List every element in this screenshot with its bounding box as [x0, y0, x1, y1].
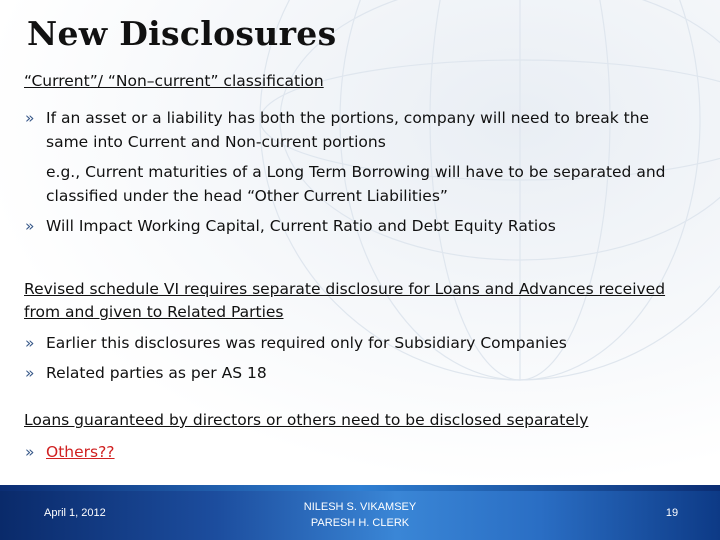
page-number: 19 — [665, 507, 679, 519]
author-name: PARESH H. CLERK — [310, 517, 410, 529]
page-title: New Disclosures — [27, 14, 337, 53]
section-2-heading: Revised schedule VI requires separate disclosure for Loans and Advances received from and given to Related Parties — [24, 280, 666, 321]
list-item — [25, 361, 685, 385]
list-item-text: If an asset or a liability has both the portions, company will need to break the same into Current and Non-current portions — [46, 109, 650, 151]
bullet-mark: » — [25, 443, 35, 461]
footer-authors — [260, 499, 460, 531]
footer-bar — [0, 485, 720, 540]
list-item — [25, 214, 685, 238]
list-item — [25, 331, 685, 355]
example-text: e.g., Current maturities of a Long Term Borrowing will have to be separated and classified under the head “Other Current Liabilities” — [46, 163, 666, 205]
footer-date: April 1, 2012 — [44, 507, 106, 519]
bullet-mark: » — [25, 364, 35, 382]
section-1-heading: “Current”/ “Non–current” classification — [24, 72, 324, 90]
list-item — [25, 106, 685, 154]
list-item-text: Will Impact Working Capital, Current Ratio and Debt Equity Ratios — [46, 217, 556, 235]
footer-divider — [0, 485, 720, 491]
list-item — [25, 440, 685, 464]
list-item-text: Related parties as per AS 18 — [46, 364, 267, 382]
section-3-heading: Loans guaranteed by directors or others need to be disclosed separately — [24, 411, 589, 429]
others-link[interactable]: Others?? — [46, 443, 115, 461]
list-item-text: Earlier this disclosures was required only for Subsidiary Companies — [46, 334, 567, 352]
author-name: NILESH S. VIKAMSEY — [303, 501, 417, 513]
bullet-mark: » — [25, 334, 35, 352]
bullet-mark: » — [25, 109, 35, 127]
bullet-mark: » — [25, 217, 35, 235]
